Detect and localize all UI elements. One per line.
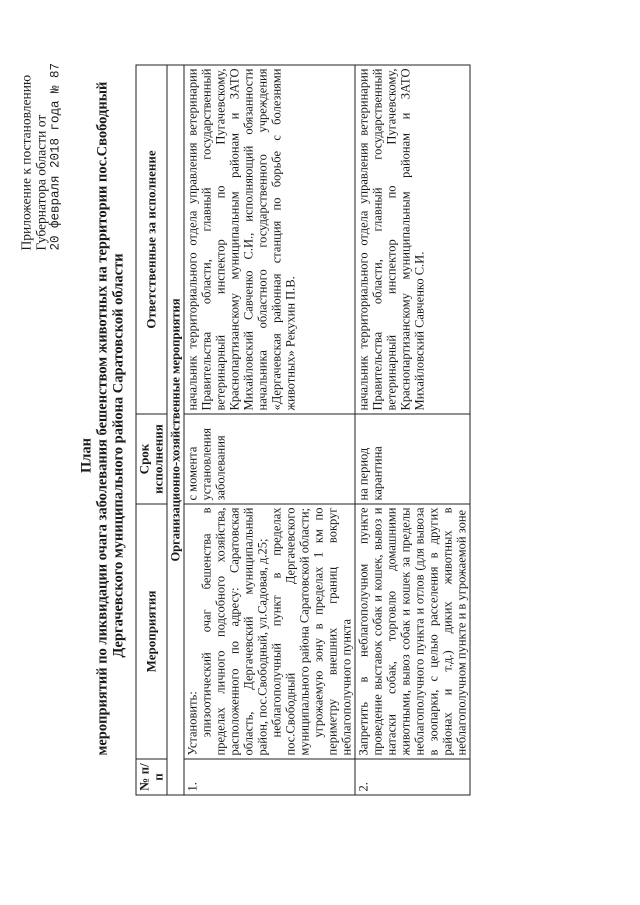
row-term: на период карантина	[355, 414, 470, 504]
row-measures: Запретить в неблагополучном пункте проведение выставок собак и кошек, вывоз и натаски собак, торговлю домашними животными, вывоз собак и кошек за пределы неблагополучного пункта и отлов (для вывоза в зоопарки, с целью расселения в других районах и т.д.) диких животных в неблагополучном пункте и в угрожаемой зоне	[355, 504, 470, 759]
row-number: 2.	[355, 759, 470, 795]
header-measures: Мероприятия	[136, 504, 167, 759]
measures-paragraph: неблагополучный пункт в пределах пос.Свободный Дергачевского муниципального района Саратовской области;	[269, 507, 311, 755]
measures-paragraph: эпизоотический очаг бешенства в пределах личного подсобного хозяйства, расположенного по адресу: Саратовская область, Дергачевский муниципальный район, пос.Свободный, ул.Садовая, д.25;	[199, 507, 269, 755]
appendix-note	[18, 5, 63, 250]
header-number: № п/п	[136, 759, 167, 795]
header-responsible: Ответственные за исполнение	[136, 65, 167, 414]
table-row	[355, 65, 470, 795]
row-term: с момента установления заболевания	[184, 414, 355, 504]
title-line-1: мероприятий по ликвидации очага заболевания бешенством животных на территории пос.Свободный	[94, 81, 110, 755]
table-header-row	[136, 65, 167, 795]
appendix-line-1: Приложение к постановлению	[18, 74, 33, 250]
row-number: 1.	[184, 759, 355, 795]
row-responsible: начальник территориального отдела управления ветеринарии Правительства области, главный государственный ветеринарный инспектор по Пугачевскому, Краснопартизанскому муниципальным районам и ЗАТО Михайловский Савченко С.И.	[355, 65, 470, 414]
header-term: Срок исполнения	[136, 414, 167, 504]
title-heading: План	[78, 437, 94, 473]
document-title	[78, 81, 126, 755]
table-row	[184, 65, 355, 795]
appendix-line-2: Губернатора области от	[33, 114, 48, 250]
row-measures	[184, 504, 355, 759]
measures-intro: Установить:	[185, 690, 199, 755]
measures-paragraph: угрожаемую зону в пределах 1 км по периметру внешних границ вокруг неблагополучного пункта	[311, 507, 353, 755]
section-title: Организационно-хозяйственные мероприятия	[167, 65, 184, 795]
row-responsible: начальник территориального отдела управления ветеринарии Правительства области, главный государственный ветеринарный инспектор по Пугачевскому, Краснопартизанскому муниципальным районам и ЗАТО Михайловский Савченко С.И., исполняющий обязанности начальника областного государственного учреждения «Дергачевская районная станция по борьбе с болезнями животных» Рекухин П.В.	[184, 65, 355, 414]
title-line-2: Дергачевского муниципального района Саратовской области	[110, 252, 126, 658]
section-row	[167, 65, 184, 795]
plan-table	[135, 64, 470, 795]
appendix-date-number: 20 февраля 2018 года № 87	[48, 62, 62, 250]
